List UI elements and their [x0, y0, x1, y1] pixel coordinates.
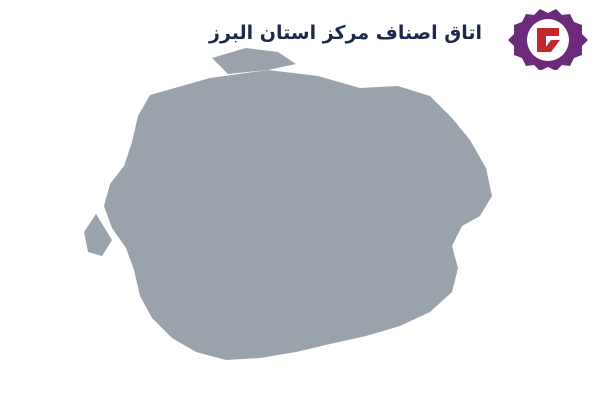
page-title: اتاق اصناف مرکز استان البرز: [209, 22, 482, 44]
gear-logo-icon: [494, 8, 590, 70]
